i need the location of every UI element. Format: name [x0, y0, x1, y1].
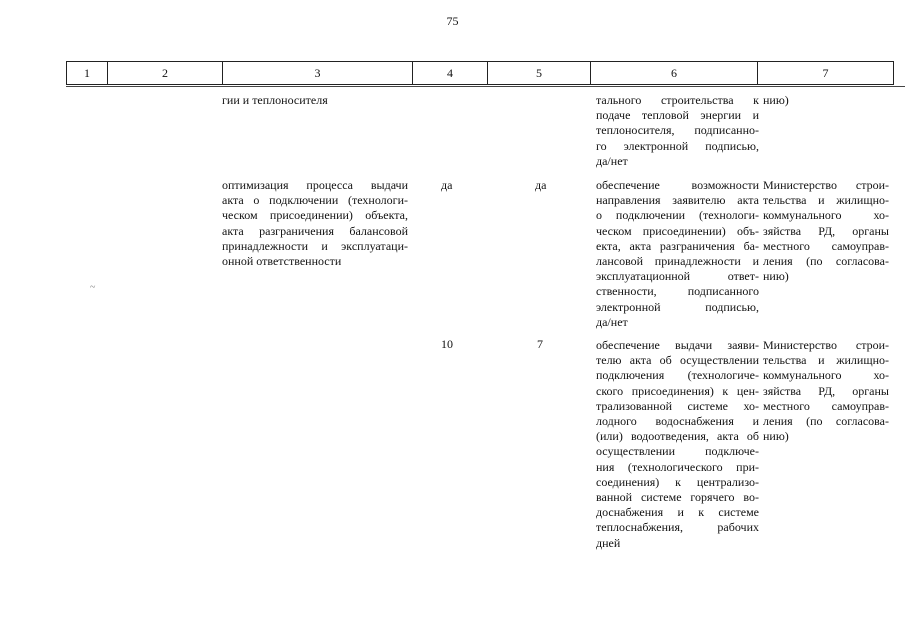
row-3-indicator: обеспечение выдачи заяви- телю акта об осуществлении подключения (технологиче- ского присоединения) к цен- трализованной системе хо- лодного водоснабжения и (или) водоотведения, акта об осуществлении подключе- ния (технологического при- соединения) к централизо- ванной системе горячего во- доснабжения и к системе теплоснабжения, рабочих дней [596, 338, 759, 550]
row-2-measure: оптимизация процесса выдачи акта о подключении (технологи- ческом присоединении) объекта, акта разграничения балансовой принадлежности и эксплуатаци- онной ответственности [222, 178, 408, 269]
row-2-value-5: да [535, 178, 547, 192]
column-number-5: 5 [488, 62, 591, 85]
row-2-value-4: да [441, 178, 453, 192]
column-number-1: 1 [67, 62, 108, 85]
row-3-responsible: Министерство строи- тельства и жилищно- коммунального хо- зяйства РД, органы местного самоуправ- ления (по согласова- нию) [763, 338, 889, 444]
column-number-3: 3 [223, 62, 413, 85]
row-1-measure: гии и теплоносителя [222, 93, 328, 107]
header-bottom-rule [66, 86, 905, 87]
row-3-value-4: 10 [441, 337, 453, 351]
row-2-responsible: Министерство строи- тельства и жилищно- коммунального хо- зяйства РД, органы местного самоуправ- ления (по согласова- нию) [763, 178, 889, 284]
scan-artifact-mark: ~ [90, 282, 96, 293]
column-number-4: 4 [413, 62, 488, 85]
row-1-responsible: нию) [763, 93, 789, 107]
column-number-7: 7 [758, 62, 894, 85]
column-number-2: 2 [108, 62, 223, 85]
page-number: 75 [446, 14, 459, 28]
column-number-header [66, 61, 894, 85]
row-2-indicator: обеспечение возможности направления заявителю акта о подключении (технологи- ческом присоединении) объ- екта, акта разграничения ба- лансовой принадлежности и эксплуатационной ответ- ственности, подписанного электронной подписью, да/нет [596, 178, 759, 329]
row-1-indicator: тального строительства к подаче тепловой энергии и теплоносителя, подписанно- го электронной подписью, да/нет [596, 93, 759, 168]
row-3-value-5: 7 [537, 337, 543, 351]
column-number-6: 6 [591, 62, 758, 85]
